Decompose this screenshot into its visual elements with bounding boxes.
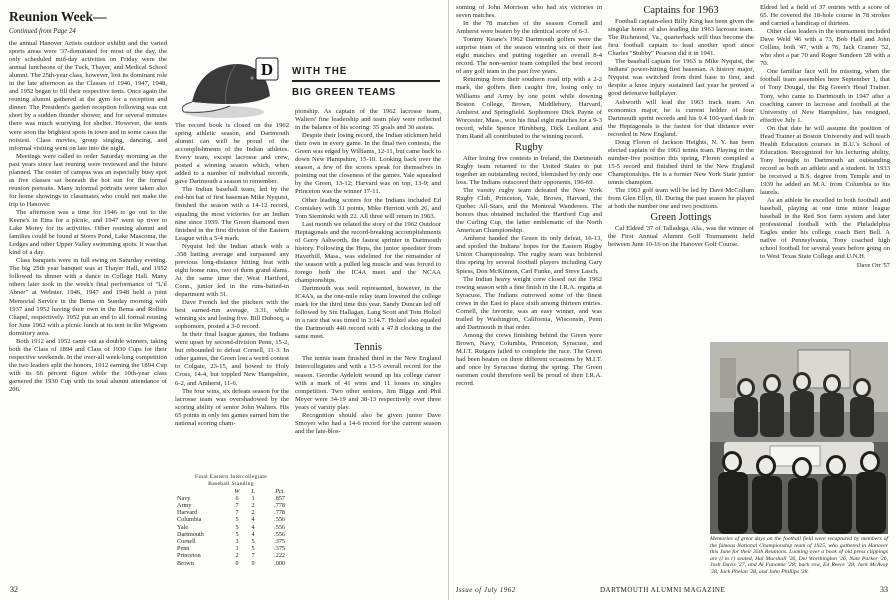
paragraph: The Indian baseball team, led by the red-hot bat of first baseman Mike Nyquist, finished the season with a 14-12 record, equaling the most victories for an Indian nine since 1939. The Green diamond men finished in the first division of the Eastern League with a 5-4 mark. [175,186,289,242]
paragraph: The varsity rugby team defeated the New York Rugby Club, Princeton, Yale, Brown, Harvard, the Quebec All-Stars, and the Montreal Wanderers. The honors thus obtained included the Hartford Cup and the Curling Cup, the latter emblematic of the North American Championship. [456,187,602,235]
team-name: Princeton [177,552,201,560]
green-jottings-heading: Green Jottings [650,212,712,224]
team-name: Columbia [177,516,202,524]
losses: 5 [251,538,255,546]
percentage: .375 [274,545,285,553]
wins: 6 [235,494,239,502]
standings-row [177,509,285,516]
team-name: Brown [177,559,194,567]
standings-row [177,545,285,552]
right-page [448,0,896,600]
standings-row [177,531,285,538]
page-number-right: 33 [880,585,888,594]
paragraph: Doug Floren of Jackson Heights, N. Y. has been elected captain of the 1963 tennis team. Playing in the number-five position this spring, Floren compiled a 15-5 record and finished third in the New England Championships. He is a former New York State junior tennis champion. [608,138,754,186]
wins: 3 [235,545,239,553]
percentage: .000 [274,559,285,567]
losses: 7 [251,552,255,560]
tennis-heading: Tennis [354,342,382,354]
paragraph: In the 78 matches of the season Cornell and Amherst were beaten by the identical score of 6-3. [456,20,602,36]
standings-row [177,538,285,545]
losses: 2 [251,502,255,509]
percentage: .375 [274,538,285,546]
paragraph: Other class leaders in the tournament included Dave Weld '46 with a 73, Bob Hall and John Collins, both '47, with a 76, Jack Cramer '52, who shot a par 70 and Roger Sundeen '28 with a 70. [760,28,890,68]
wins: 5 [235,523,239,531]
paragraph: Last month we related the story of the 1962 Outdoor Heptagonals and the record-breaking accomplishments of Gerry Ashworth, the fastest sprinter in Dartmouth history. Following the Heps, the junior speedster from Haverhill, Mass., was sidelined for the remainder of the season with a pulled leg muscle and was forced to forego both the IC4A meet and the NCAA championships. [295,220,441,284]
running-head: Reunion Week— [9,9,107,24]
paragraph: Other leading scorers for the Indians included Ed Comiskey with 31 points, Mike Herriott with 26, and Tom Sieminski with 22. All three will return in 1963. [295,196,441,220]
magazine-title-footer: DARTMOUTH ALUMNI MAGAZINE [600,586,726,594]
paragraph: In their final league games, the Indians were upset by second-division Penn, 15-2, but rebounded to defeat Cornell, 11-3. In other games, the Green lost a weird contest to Colgate, 23-15, and bowed to Holy Cross, 14-4, but toppled New Hampshire, 6-2, and Amherst, 11-6. [175,331,289,387]
percentage: .778 [274,509,285,517]
paragraph: The 1963 golf team will be led by Dave McCollum from Glen Ellyn, Ill. During the past season he played at both the number one and two positions. [608,187,754,211]
team-name: Dartmouth [177,530,204,538]
paragraph: Recognition should also be given junior Dave Smoyer who had a 14-6 record for the current season and the late-blos- [295,411,441,435]
author-signature: Dave Orr '57 [856,261,890,269]
header-pct: Pct. [275,487,285,495]
standings-row [177,502,285,509]
heading-rule [292,80,440,82]
losses: 4 [251,530,255,538]
right-column-3 [760,4,890,338]
cap-letter: D [260,60,274,79]
paragraph: The afternoon was a time for 1946 to go out to the Keene's in Etna for a picnic, and 1947 went up river to Lake Morey for its activities. Other reuning alumni and families could be found at Storrs Pond, Lake Mascoma, the Ledges and other Upper Valley swimming spots. It was that kind of a day. [9,208,167,257]
percentage: .556 [274,516,285,524]
paragraph: Dave French led the pitchers with the best earned-run average, 3.31, while winning six and losing five. Bill Dubocq, a sophomore, posted a 3-0 record. [175,299,289,331]
standings-title-2: Baseball Standing [208,480,254,487]
standings-row [177,495,285,502]
left-column-2 [175,122,289,470]
paragraph: the annual Hanover Artists outdoor exhibit and the varied sports areas were '37-dominated for most of the day, the only scheduled mid-day activities on Friday were the annual luncheons of the Tuck, Thayer, and Medical School alumni. The 25th-year class, however, lost its dominant role in the late afternoon as the Classes of 1946, 1947, 1948, and 1952 began to fill their respective tents. Once again the reuning alumni gathered at the gym for a reception and dinner. The President's garden reception following was cut short by a sudden thunder shower, and for several minutes there was much scurrying for shelter. However, the tents were soon the brightest spots in town and in some cases the noisiest. Class movies, group singing, dancing, and informal visiting went on late into the night. [9,40,167,152]
losses: 4 [251,523,255,531]
paragraph: Cal Eldred '37 of Talladega, Ala., was the winner of the First Annual Alumni Golf Tournament held between June 10-16 on the Hanover Golf Course. [608,225,754,249]
losses: 9 [251,559,255,567]
paragraph: Meetings were called to order Saturday morning as the past years since last reuning were reviewed and the future planned. The center of campus was an especially busy spot as five classes sat beneath the hot sun for the formal reunion portraits. Many informal portraits were taken also for home showings to classmates who could not make the trip to Hanover. [9,152,167,208]
percentage: .556 [274,530,285,538]
team-name: Harvard [177,509,198,517]
paragraph: Dartmouth was well represented, however, in the IC4A's, as the one-mile relay team lowered the college mark for the third time this year. Sandy Duncan led off followed by Stu Hallagan, Lang Scott and Tom Holzel in a race that was timed in 3:14.7. Holzel also equaled the Dartmouth 440 record with a 47.8 clocking in the same meet. [295,285,441,341]
continued-note: Continued from Page 24 [9,28,76,35]
baseball-cap-illustration [180,56,284,120]
standings-row [177,552,285,559]
header-l: L [251,487,255,495]
standings-row [177,516,285,523]
paragraph: The record book is closed on the 1962 spring athletic season, and Dartmouth alumni can well be proud of the accomplishments of the Indian athletes. Every team, except lacrosse and crew, posted a winning season which, when added to a number of individual records, gave Dartmouth a season to remember. [175,122,289,186]
captains-heading: Captains for 1963 [643,5,719,16]
percentage: .778 [274,502,285,509]
wins: 2 [235,552,239,560]
standings-table [177,474,285,567]
wins: 7 [235,502,239,509]
team-name: Cornell [177,538,196,546]
standings-row [177,560,285,567]
losses: 2 [251,509,255,517]
section-heading [292,60,442,100]
paragraph: Amherst handed the Green its only defeat, 16-13, and spoiled the Indians' hopes for the Eastern Rugby Union Championship. The rugby team was bolstered this spring by several football players including Gary Spiess, Don McKinnon, Carl Funke, and Steve Lasch. [456,235,602,275]
paragraph: One familiar face will be missing, when the football team assembles here September 1, that of Tony Dougal, the Big Green's Head Trainer. Tony, who came to Dartmouth in 1947 after a coaching career in lacrosse and football at the University of New Hampshire, has resigned, effective July 1. [760,68,890,124]
paragraph: The Indian heavy weight crew closed out the 1962 rowing season with a fine finish in the I.R.A. regatta at Syracuse. The Indians outrowed some of the finest crews in the East to place sixth among thirteen entries. Cornell, the favorite, was an easy winner, and was trailed by Washington, California, Wisconsin, Penn and Dartmouth in that order. [456,275,602,331]
rugby-heading: Rugby [514,141,543,153]
paragraph: As an athlete he excelled in both football and baseball, playing at one time minor league baseball in the Red Sox farm system and later professional football with the Philadelphia Eagles under his college coach Bert Bell. A native of Pennsylvania, Tony coached high school football for several years before going on to West Texas State College and U.N.H. [760,197,890,261]
team-name: Army [177,502,192,509]
paragraph: Both 1912 and 1952 came out as double winners, taking both the Class of 1894 and Class of 1930 Cups for their respective weekends. In the over-all week-long competition the two leaders split the honors, 1912 earning the 1894 Cup with its 66 percent figure while the 10th-year class garnered the 1930 Cup with its total alumni attendance of 206. [9,337,167,394]
paragraph: Returning from their southern road trip with a 2-2 mark, the golfers then caught fire, losing only to Williams and Army by one point while downing Boston College, Brown, Middlebury, Harvard, Amherst and Springfield. Sophomore Dick Payne of Worcester, Mass., won his final eight matches for a 9-3 record, while Spence Hirshberg, Dick Leuliant and Tom Rand all contributed to the winning record. [456,76,602,140]
percentage: .556 [274,523,285,531]
wins: 5 [235,516,239,524]
heading-line-1: WITH THE [292,66,348,77]
heading-line-2: BIG GREEN TEAMS [292,87,396,98]
header-w: W [234,487,240,495]
paragraph: After losing five contests in Ireland, the Dartmouth Rugby team returned to the United States to put together an outstanding record, blemished by only one loss. The Indians outscored their opponents, 196-69. [456,154,602,186]
page-number-left: 32 [10,585,18,594]
paragraph: Despite their losing record, the Indian stickmen held their own in every game. In the final two contests, the Green was edged by Williams, 12-11, but came back to down New Hampshire, 15-10. Looking back over the season, a few of the scores speak for themselves in pointing out the closeness of the games. Yale squeaked by the Green, 13-12; Harvard was on top, 13-9; and Princeton was the winner 17-11. [295,132,441,196]
paragraph: On that date he will assume the position of Head Trainer at Boston University and will teach Health Education courses in B.U.'s School of Education. Recognized for his lecturing ability, Tony brought to Dartmouth an outstanding record as both an athlete and a student. In 1933 he received a B.S. degree from Temple and in 1939 he added an M.A. from Columbia to his laurels. [760,124,890,197]
left-column-1 [9,40,167,588]
paragraph: pionship. As captain of the 1962 lacrosse team, Walters' fine leadership and team play were reflected in the balance of his scoring: 35 goals and 30 assists. [295,108,441,132]
losses: 5 [251,545,255,553]
paragraph: Class banquets were in full swing on Saturday evening. The big 25th year banquet was at Thayer Hall, and 1952 followed its dinner with a dance in College Hall. Many others later took in the week's final performance of "L'il Abner" at Webster. 1946, 1947 and 1948 held a joint Memorial Service in the Bema on Sunday morning with 1937 and 1952 having their own in the Bema and Rollins Chapel, respectively. 1952 put an end to all formal reuning for June 1962 with a picnic lunch at its tent in the Wigwam dormitory area. [9,257,167,337]
standings-header [177,488,285,495]
percentage: .857 [274,494,285,502]
paragraph: The tennis team finished third in the New England Intercollegiates and with a 15-5 overall record for the season. Geordie Aydelott wound up his college career with a mark of 41 wins and 11 losses in singles competition. Two other seniors, Jim Biggs and Phil Meyer were 34-19 and 38-13 respectively over three years of varsity play. [295,355,441,411]
standings-title-1: Final Eastern Intercollegiate [194,474,268,480]
left-column-3 [295,108,441,586]
reunion-photograph [710,342,888,534]
team-name: Yale [177,523,189,531]
paragraph: Ashworth will lead the 1963 track team. An economics major, he is current holder of four Dartmouth sprint records and his 9.4 100-yard dash in the Heptagonals is the fastest for that distance ever recorded in New England. [608,98,754,138]
paragraph: Nyquist led the Indian attack with a .358 batting average and surpassed any previous long-distance hitting feat with eight home runs, two of them grand slams. At the same time the West Hartford, Conn., junior led in the runs-batted-in department with 31. [175,242,289,298]
photo-caption: Memories of great days on the football field were recaptured by members of the famous National Championship team of 1925, who gathered in Hanover this June for their 35th Reunions. Looking over a book of old press clippings are (l to r) seated, Hal Marshall '26, Del Worthington '26, Nate Parker '26, Josh Davis '27, and Al Funomie '28; back row, Ed Reece '28, Jack McAvoy '28, Jack Phelan '28, and John Phillips '28. [710,536,888,575]
team-name: Penn [177,545,190,553]
losses: 4 [251,516,255,524]
issue-date: Issue of July 1962 [456,586,516,594]
paragraph: soming of John Morrison who had six victories in seven matches. [456,4,602,20]
paragraph: The four wins, six defeats season for the lacrosse team was overshadowed by the scoring ability of senior John Walters. His 65 points in only ten games earned him the national scoring cham- [175,387,289,427]
right-column-2 [608,4,754,342]
right-column-1 [456,4,602,578]
team-name: Navy [177,494,191,502]
wins: 3 [235,538,239,546]
percentage: .222 [274,552,285,560]
paragraph: Among the crews finishing behind the Green were Brown, Navy, Columbia, Princeton, Syracuse, and M.I.T. Rutgers failed to complete the race. The Green had been beaten on three different occasions by M.I.T. and once by Syracuse during the spring. The Green oarsmen could therefore well be proud of their I.R.A. record. [456,331,602,388]
wins: 7 [235,509,239,517]
wins: 0 [235,559,239,567]
paragraph: Football captain-elect Billy King has been given the singular honor of also leading the 1963 lacrosse team. The Richmond, Va., quarterback will thus become the first football captain to lead another sport since Charles "Stubby" Pearson did it in 1941. [608,18,754,58]
paragraph: The baseball captain for 1963 is Mike Nyquist, the Indians' power-hitting first baseman. A history major, Nyquist was switched from third base to first, and despite a knee injury sustained last year he proved a good defensive ballplayer. [608,58,754,98]
paragraph: Tommy Keane's 1962 Dartmouth golfers were the surprise team of the season winning six of their last eight matches and putting together an overall 8-4 record. The non-senior team compiled the best record of any golf team in the past five years. [456,36,602,76]
wins: 5 [235,530,239,538]
standings-row [177,524,285,531]
losses: 1 [251,494,255,502]
paragraph: Eldred led a field of 37 entries with a score of 65. He covered the 18-hole course in 78 strokes and carried a handicap of thirteen. [760,4,890,28]
